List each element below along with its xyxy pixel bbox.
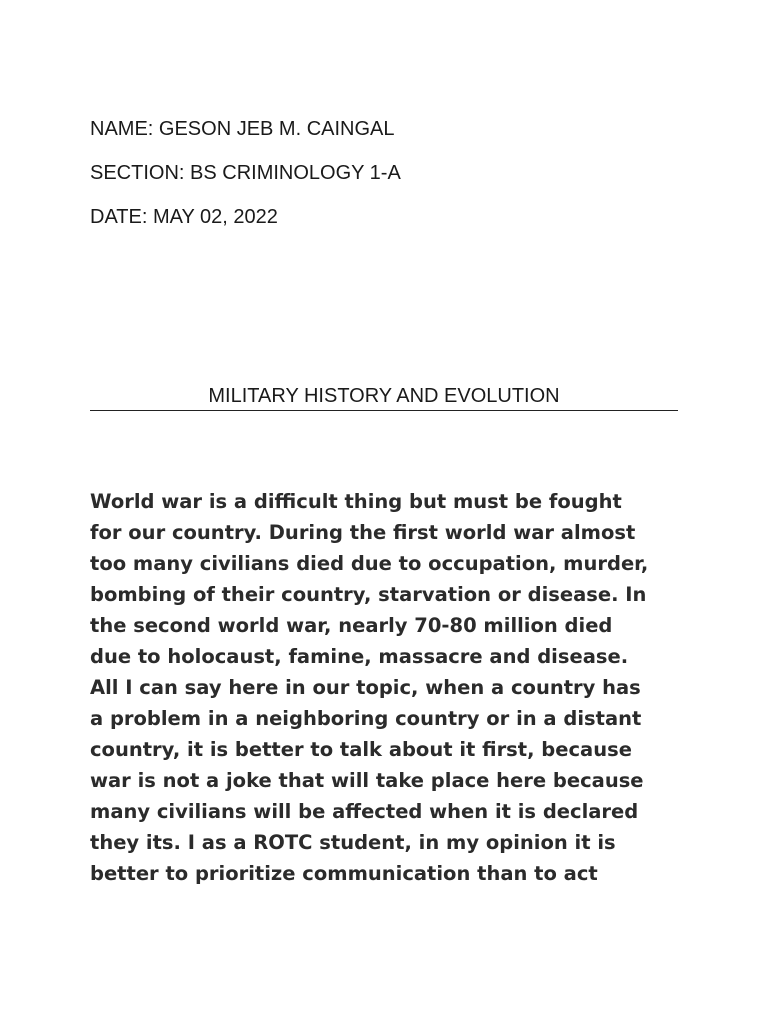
paragraph-line: many civilians will be affected when it is declared	[90, 800, 639, 823]
paragraph-line: war is not a joke that will take place here because	[90, 769, 644, 792]
student-name: NAME: GESON JEB M. CAINGAL	[90, 118, 395, 140]
paragraph-line: All I can say here in our topic, when a country has	[90, 676, 641, 699]
paragraph-line: for our country. During the first world war almost	[90, 521, 636, 544]
paragraph-line: bombing of their country, starvation or disease. In	[90, 583, 647, 606]
body-paragraph	[90, 486, 690, 889]
title-block	[90, 384, 678, 411]
student-section: SECTION: BS CRIMINOLOGY 1-A	[90, 162, 401, 184]
paragraph-line: a problem in a neighboring country or in a distant	[90, 707, 642, 730]
document-title: MILITARY HISTORY AND EVOLUTION	[208, 385, 560, 407]
paragraph-line: country, it is better to talk about it first, because	[90, 738, 632, 761]
paragraph-line: they its. I as a ROTC student, in my opinion it is	[90, 831, 616, 854]
paragraph-line: better to prioritize communication than to act	[90, 862, 598, 885]
paragraph-line: due to holocaust, famine, massacre and disease.	[90, 645, 629, 668]
paragraph-line: too many civilians died due to occupation, murder,	[90, 552, 649, 575]
paragraph-line: the second world war, nearly 70-80 million died	[90, 614, 613, 637]
paragraph-line: World war is a difficult thing but must be fought	[90, 490, 622, 513]
document-date: DATE: MAY 02, 2022	[90, 206, 278, 228]
